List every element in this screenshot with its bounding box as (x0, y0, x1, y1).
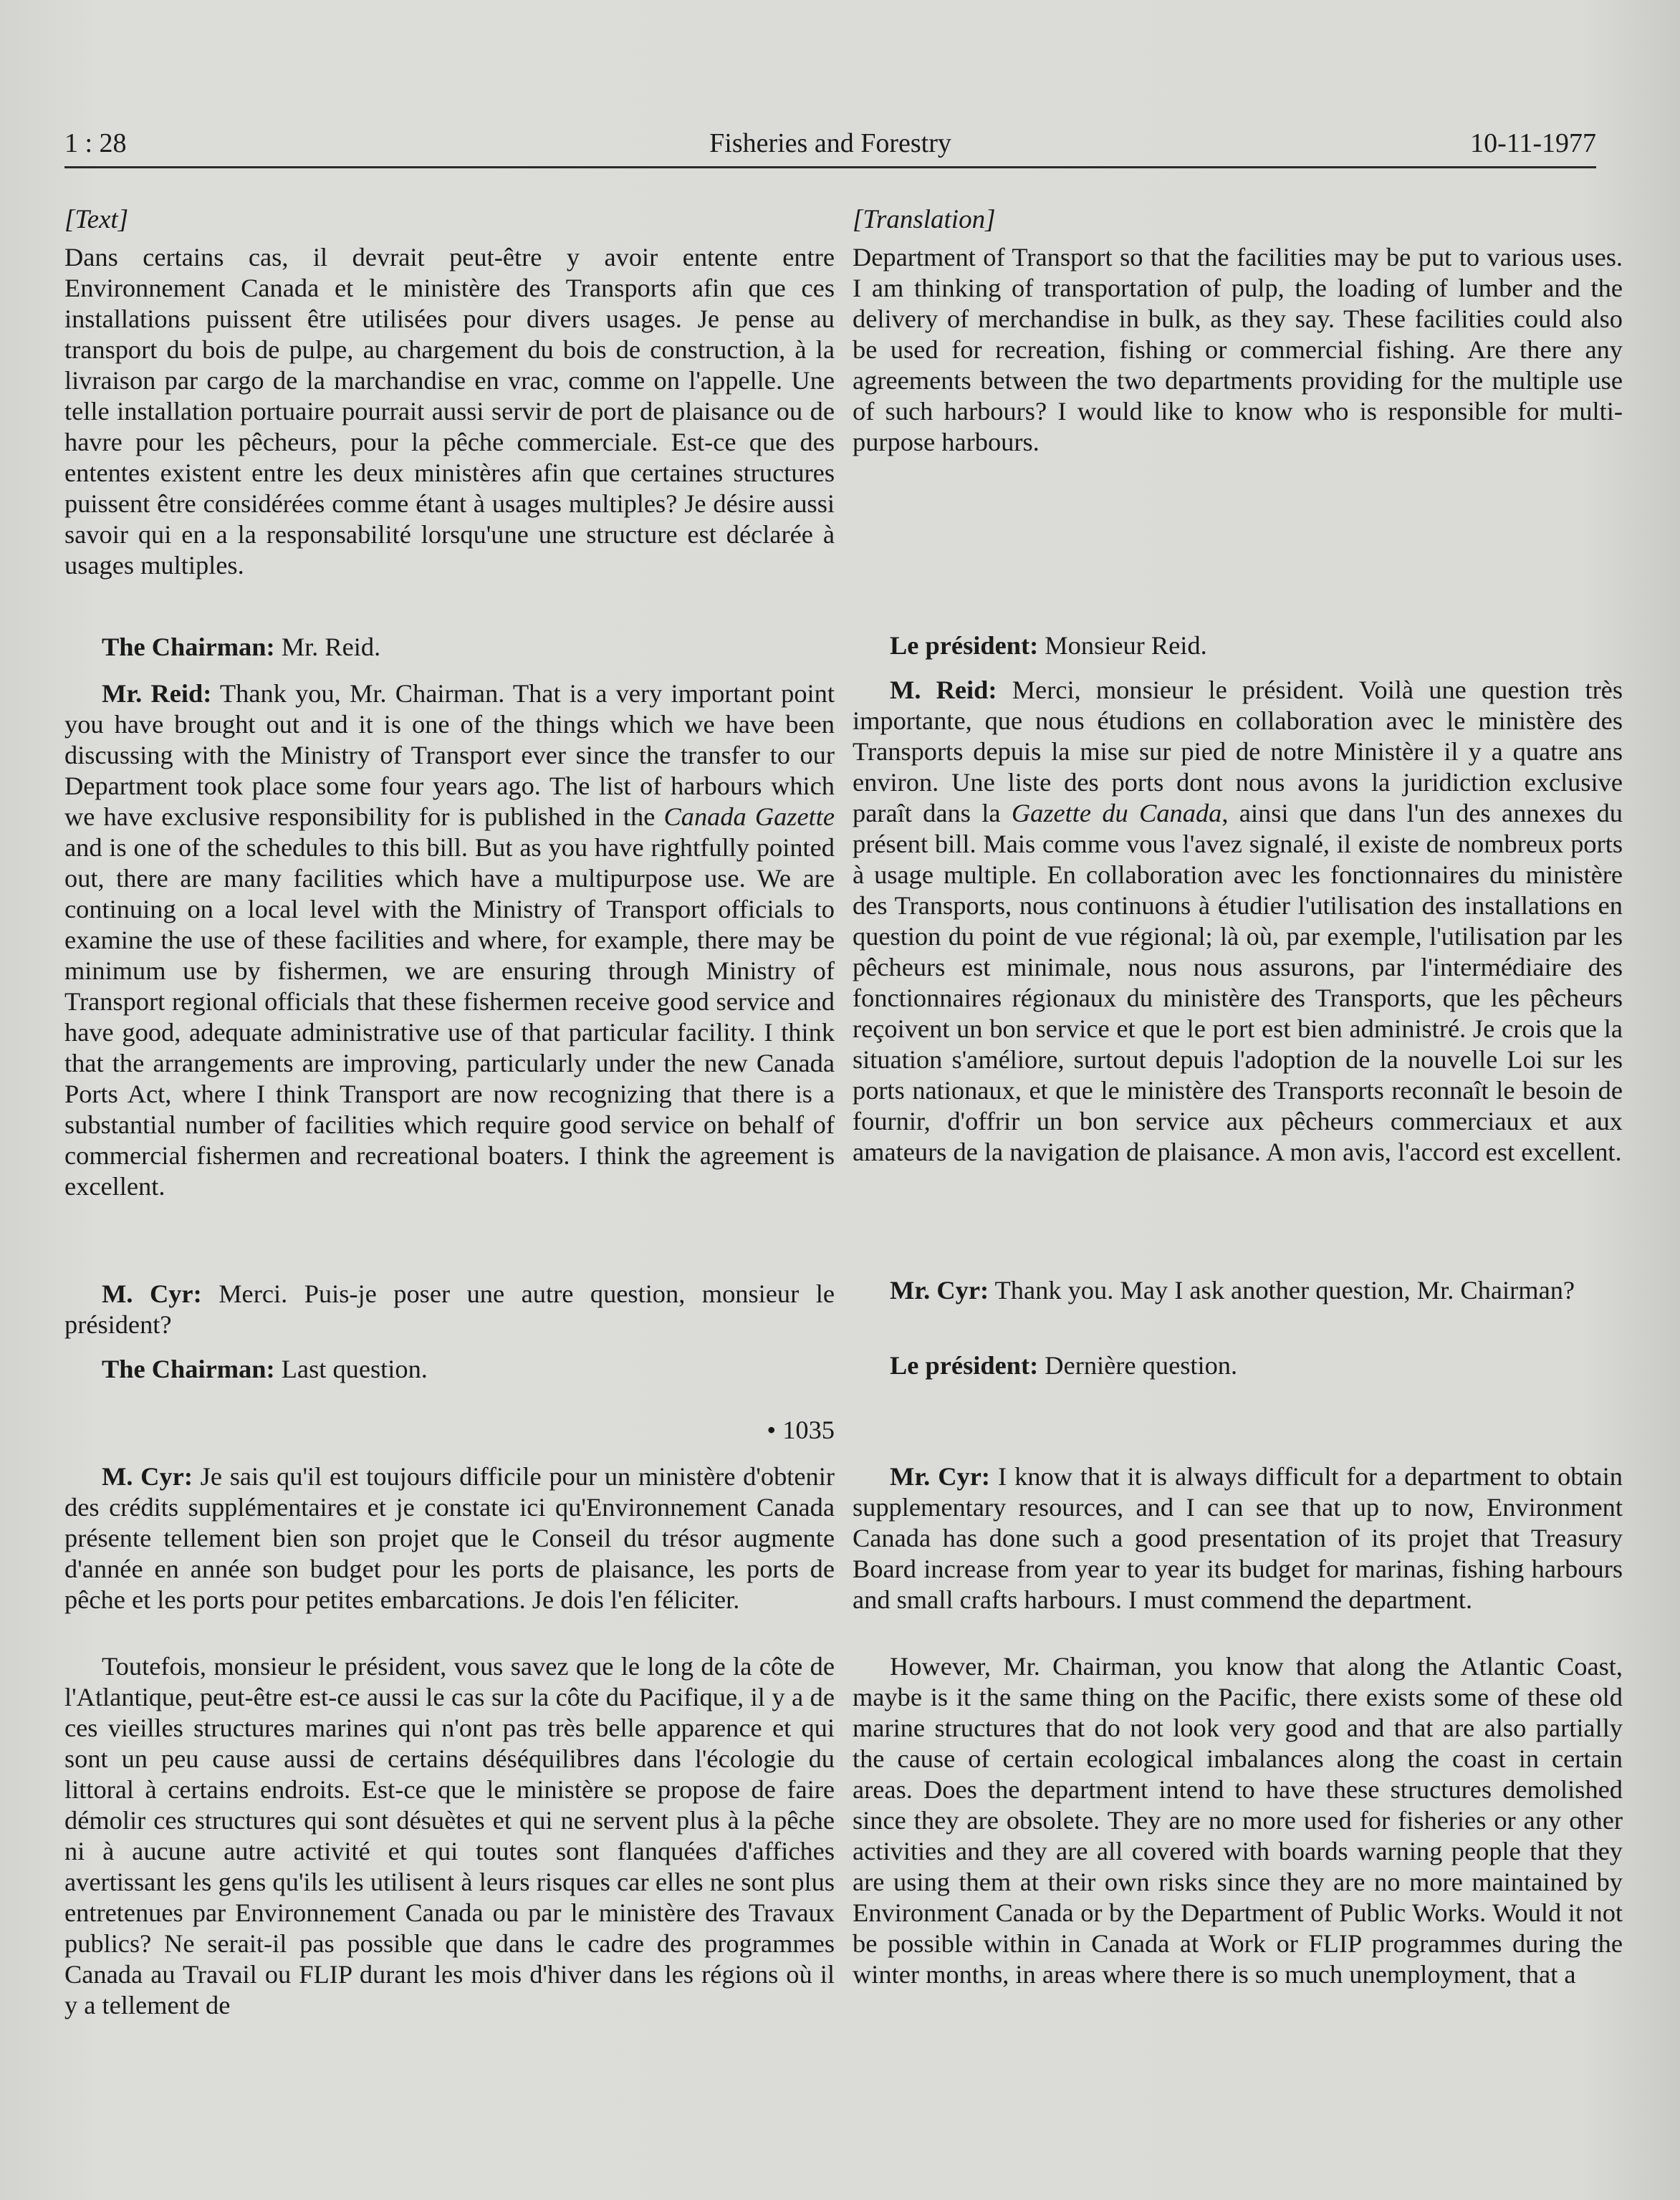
column-label: [Translation] (853, 205, 996, 234)
right-paragraph-3 (853, 675, 1623, 1168)
time-marker: • 1035 (767, 1416, 835, 1444)
speaker-name: The Chairman: (102, 633, 275, 661)
paragraph-text: Toutefois, monsieur le président, vous savez que le long de la côte de l'Atlantique, peut-être est-ce aussi le cas sur la côte du Pacifique, il y a de ces vieilles structures marines qui n'ont pas très belle apparence et qui sont un peu cause aussi de certains déséquilibres dans l'écologie du littoral à certains endroits. Est-ce que le ministère se propose de faire démolir ces structures qui sont désuètes et qui ne servent plus à la pêche ni à aucune autre activité et qui toutes sont flanquées d'affiches avertissant les gens qu'ils les utilisent à leurs risques car elles ne sont plus entretenues par Environnement Canada ou par le ministère des Travaux publics? Ne serait-il pas possible que dans le cadre des programmes Canada au Travail ou FLIP durant les mois d'hiver dans les régions où il y a tellement de (64, 1652, 835, 2019)
left-paragraph-7 (64, 1651, 835, 2021)
right-paragraph-2 (853, 630, 1623, 661)
right-paragraph-7 (853, 1651, 1623, 1990)
speech-text: Monsieur Reid. (1038, 631, 1207, 660)
right-paragraph-5 (853, 1350, 1623, 1381)
page-header (64, 123, 1596, 168)
publication-title: Fisheries and Forestry (709, 128, 951, 158)
right-paragraph-4 (853, 1275, 1623, 1306)
speech-text: Merci, monsieur le président. Voilà une question très importante, que nous étudions en collaboration avec le ministère des Transports depuis la mise sur pied de notre Ministère il y a quatre ans environ. Une liste des ports dont nous avons la juridiction exclusive paraît dans la (853, 676, 1623, 827)
speech-text: Last question. (274, 1355, 428, 1383)
left-paragraph-4 (64, 1279, 835, 1340)
paragraph-text: However, Mr. Chairman, you know that along the Atlantic Coast, maybe is it the same thing on the Pacific, there exists some of these old marine structures that do not look very good and that are also partially the cause of certain ecological imbalances along the coast in certain areas. Does the department intend to have these structures demolished since they are obsolete. They are no more used for fisheries or any other activities and they are all covered with boards warning people that they are using them at their own risks since they are no more maintained by Environment Canada or by the Department of Public Works. Would it not be possible within in Canada at Work or FLIP programmes during the winter months, in areas where there is so much unemployment, that a (853, 1652, 1623, 1989)
speech-text: Dernière question. (1038, 1351, 1238, 1380)
right-paragraph-6 (853, 1461, 1623, 1615)
speech-text: , ainsi que dans l'un des annexes du présent bill. Mais comme vous l'avez signalé, il existe de nombreux ports à usage multiple. En collaboration avec les fonctionnaires du ministère des Transports, nous continuons à étudier l'utilisation des installations en question du point de vue régional; là où, par exemple, l'utilisation par les pêcheurs est minimale, nous nous assurons, par l'intermédiaire des fonctionnaires régionaux du ministère des Transports, que les pêcheurs reçoivent un bon service et que le port est bien administré. Je crois que la situation s'améliore, surtout depuis l'adoption de la nouvelle Loi sur les ports nationaux, et que le ministère des Transports reconnaît le besoin de fournir, d'offrir un bon service aux pêcheurs commerciaux et aux amateurs de la navigation de plaisance. A mon avis, l'accord est excellent. (853, 799, 1623, 1166)
speaker-name: Mr. Cyr: (890, 1462, 990, 1491)
page-date: 10-11-1977 (1470, 128, 1596, 158)
left-label-block (64, 204, 835, 235)
speech-text: and is one of the schedules to this bill. But as you have rightfully pointed out, there are many facilities which have a multipurpose use. We are continuing on a local level with the Ministry of Transport officials to examine the use of these facilities and where, for example, there may be minimum use by fishermen, we are ensuring through Ministry of Transport regional officials that these fishermen receive good service and have good, adequate administrative use of that particular facility. I think that the arrangements are improving, particularly under the new Canada Ports Act, where I think Transport are now recognizing that there is a substantial number of facilities which require good service on behalf of commercial fishermen and recreational boaters. I think the agreement is excellent. (64, 833, 835, 1201)
speech-text: Mr. Reid. (274, 633, 381, 661)
right-paragraph-1 (853, 242, 1623, 458)
left-paragraph-1 (64, 242, 835, 581)
left-paragraph-2 (64, 632, 835, 663)
speaker-name: M. Cyr: (102, 1279, 202, 1308)
speech-text: Thank you, Mr. Chairman. That is a very important point you have brought out and it is one of the things which we have been discussing with the Ministry of Transport ever since the transfer to our Department took place some four years ago. The list of harbours which we have exclusive responsibility for is published in the (64, 679, 835, 831)
speaker-name: The Chairman: (102, 1355, 275, 1383)
speaker-name: M. Cyr: (102, 1462, 193, 1491)
paragraph-text: Department of Transport so that the facilities may be put to various uses. I am thinking of transportation of pulp, the loading of lumber and the delivery of merchandise in bulk, as they say. These facilities could also be used for recreation, fishing or commercial fishing. Are there any agreements between the two departments providing for the multiple use of such harbours? I would like to know who is responsible for multi-purpose harbours. (853, 243, 1623, 456)
left-paragraph-3 (64, 678, 835, 1202)
speech-text: Merci. Puis-je poser une autre question, monsieur le président? (64, 1279, 835, 1339)
page-number: 1 : 28 (64, 128, 127, 158)
left-paragraph-5 (64, 1354, 835, 1385)
paragraph-text: Dans certains cas, il devrait peut-être y avoir entente entre Environnement Canada et le ministère des Transports afin que ces installations puissent être utilisées pour divers usages. Je pense au transport du bois de pulpe, au chargement du bois de construction, à la livraison par cargo de la marchandise en vrac, comme on l'appelle. Une telle installation portuaire pourrait aussi servir de port de plaisance ou de havre pour les pêcheurs, pour la pêche commerciale. Est-ce que des ententes existent entre les deux ministères afin que certaines structures puissent être considérées comme étant à usages multiples? Je désire aussi savoir qui en a la responsabilité lorsqu'une une structure est déclarée à usages multiples. (64, 243, 835, 580)
speaker-name: Le président: (890, 1351, 1039, 1380)
speaker-name: M. Reid: (890, 676, 997, 704)
column-label: [Text] (64, 205, 129, 234)
speaker-name: Le président: (890, 631, 1039, 660)
speech-text: I know that it is always difficult for a department to obtain supplementary resources, and I can see that up to now, Environment Canada has done such a good presentation of its projet that Treasury Board increase from year to year its budget for marinas, fishing harbours and small crafts harbours. I must commend the department. (853, 1462, 1623, 1614)
left-paragraph-6 (64, 1461, 835, 1615)
speech-text: Je sais qu'il est toujours difficile pour un ministère d'obtenir des crédits supplémentaires et je constate ici qu'Environnement Canada présente tellement bien son projet que le Conseil du trésor augmente d'année en année son budget pour les ports de plaisance, les ports de pêche et les ports pour petites embarcations. Je dois l'en féliciter. (64, 1462, 835, 1614)
speaker-name: Mr. Cyr: (890, 1276, 989, 1305)
speech-text: Thank you. May I ask another question, Mr. Chairman? (989, 1276, 1575, 1305)
publication-name: Canada Gazette (663, 802, 835, 831)
right-label-block (853, 204, 1623, 235)
speaker-name: Mr. Reid: (102, 679, 212, 708)
publication-name: Gazette du Canada (1011, 799, 1222, 827)
